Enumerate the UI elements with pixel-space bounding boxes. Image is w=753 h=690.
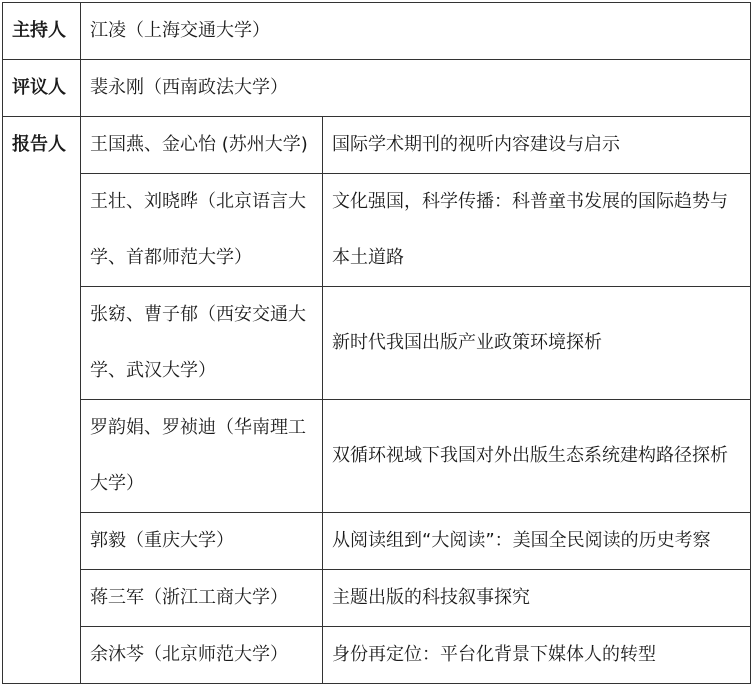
reporter-topic: 从阅读组到“大阅读”：美国全民阅读的历史考察: [323, 513, 751, 570]
reporter-topic: 文化强国，科学传播：科普童书发展的国际趋势与本土道路: [323, 174, 751, 287]
reporter-presenter: 余沐芩（北京师范大学）: [81, 627, 323, 684]
commentator-name: 裴永刚（西南政法大学）: [81, 60, 751, 117]
reporter-topic: 双循环视域下我国对外出版生态系统建构路径探析: [323, 400, 751, 513]
reporter-topic: 主题出版的科技叙事探究: [323, 570, 751, 627]
session-schedule-table: [2, 2, 751, 684]
commentator-label: 评议人: [3, 60, 81, 117]
reporter-topic: 国际学术期刊的视听内容建设与启示: [323, 117, 751, 174]
reporter-row: [3, 400, 751, 513]
commentator-row: [3, 60, 751, 117]
reporter-presenter: 王国燕、金心怡 (苏州大学): [81, 117, 323, 174]
reporter-presenter: 郭毅（重庆大学）: [81, 513, 323, 570]
reporter-label: 报告人: [3, 117, 81, 684]
reporter-row: [3, 570, 751, 627]
reporter-presenter: 王壮、刘晓晔（北京语言大学、首都师范大学）: [81, 174, 323, 287]
reporter-row: [3, 174, 751, 287]
host-name: 江凌（上海交通大学）: [81, 3, 751, 60]
reporter-presenter: 张窈、曹子郁（西安交通大学、武汉大学）: [81, 287, 323, 400]
reporter-presenter: 蒋三军（浙江工商大学）: [81, 570, 323, 627]
reporter-row: [3, 513, 751, 570]
host-row: [3, 3, 751, 60]
reporter-presenter: 罗韵娟、罗祯迪（华南理工大学）: [81, 400, 323, 513]
reporter-row: [3, 627, 751, 684]
reporter-topic: 新时代我国出版产业政策环境探析: [323, 287, 751, 400]
reporter-row: [3, 287, 751, 400]
reporter-topic: 身份再定位：平台化背景下媒体人的转型: [323, 627, 751, 684]
host-label: 主持人: [3, 3, 81, 60]
reporter-row: [3, 117, 751, 174]
